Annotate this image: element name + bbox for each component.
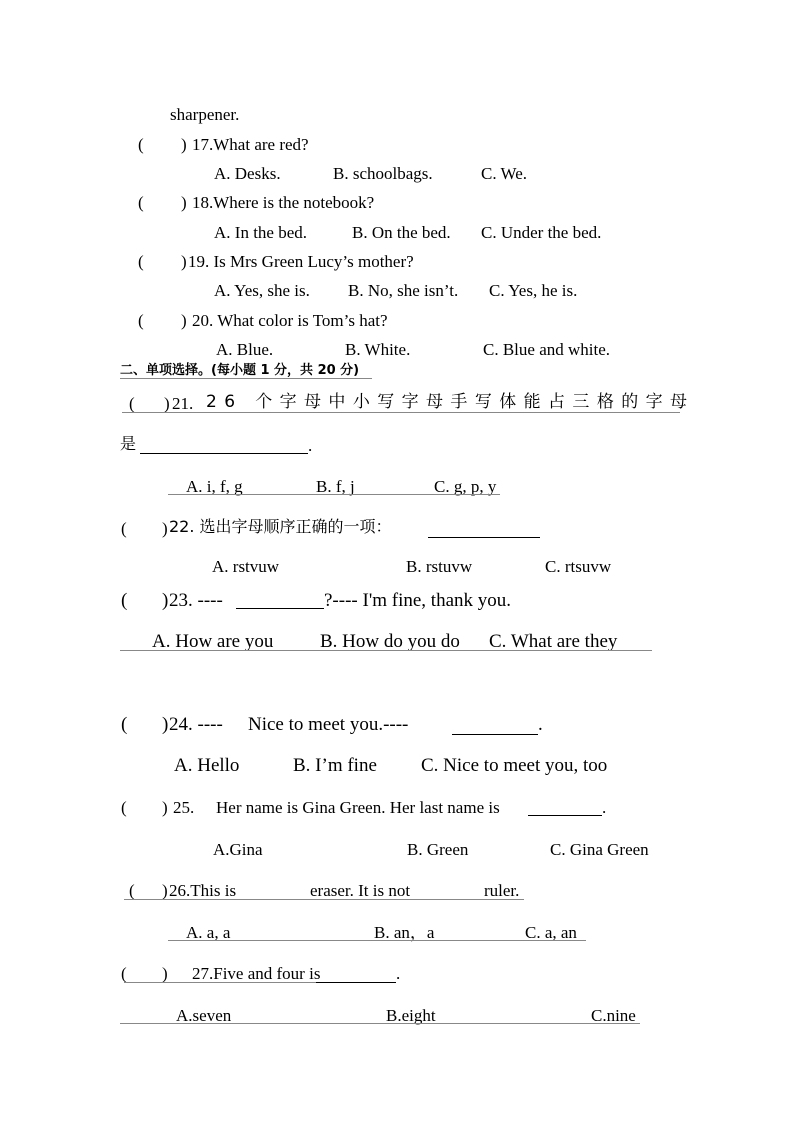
answer-paren-open: ( xyxy=(121,714,128,735)
answer-paren-close: ) xyxy=(181,311,187,330)
answer-paren-close: ) xyxy=(181,135,187,154)
option-b: B. an，a xyxy=(374,923,435,942)
question-stem: 22. 选出字母顺序正确的一项： xyxy=(169,517,392,536)
question-stem: 26 个字母中小写字母手写体能占三格的字母 xyxy=(206,392,695,412)
option-c: C. Under the bed. xyxy=(481,223,602,242)
answer-paren-open: ( xyxy=(138,135,144,154)
question-stem-response: ?---- I'm fine, thank you. xyxy=(324,590,512,611)
answer-paren-close: ) xyxy=(162,798,168,817)
question-stem-greeting: Nice to meet you.---- xyxy=(248,714,409,735)
line-rule xyxy=(120,650,652,651)
answer-paren-close: ) xyxy=(162,590,169,611)
option-c: C. Nice to meet you, too xyxy=(421,755,608,776)
option-b: B. No, she isn’t. xyxy=(348,281,459,300)
question-stem: 19. Is Mrs Green Lucy’s mother? xyxy=(188,252,414,271)
option-a: A.seven xyxy=(176,1006,232,1025)
question-end: . xyxy=(308,436,313,455)
answer-paren-close: ) xyxy=(162,964,168,983)
option-c: C. Gina Green xyxy=(550,840,649,859)
line-rule xyxy=(124,982,316,983)
question-end: . xyxy=(396,964,401,983)
question-stem: 17.What are red? xyxy=(192,135,309,154)
answer-paren-open: ( xyxy=(138,252,144,271)
answer-paren-open: ( xyxy=(138,311,144,330)
answer-paren-open: ( xyxy=(121,964,127,983)
line-rule xyxy=(168,494,500,495)
option-a: A. Blue. xyxy=(216,340,274,359)
option-c: C. rtsuvw xyxy=(545,557,612,576)
option-a: A.Gina xyxy=(213,840,263,859)
option-a: A. Yes, she is. xyxy=(214,281,310,300)
option-b: B. schoolbags. xyxy=(333,164,433,183)
option-c: C. g, p, y xyxy=(434,477,497,496)
answer-paren-open: ( xyxy=(121,590,128,611)
answer-paren-open: ( xyxy=(138,193,144,212)
question-end: . xyxy=(538,714,543,735)
question-number: 21. xyxy=(172,394,194,413)
answer-blank xyxy=(528,815,602,816)
question-stem: 27.Five and four is xyxy=(192,964,321,983)
answer-paren-open: ( xyxy=(121,798,127,817)
option-c: C.nine xyxy=(591,1006,636,1025)
answer-blank xyxy=(316,982,396,983)
option-b: B. rstuvw xyxy=(406,557,473,576)
line-rule xyxy=(120,1023,640,1024)
answer-blank xyxy=(140,453,308,454)
option-b: B. White. xyxy=(345,340,411,359)
line-rule xyxy=(168,940,586,941)
option-a: A. a, a xyxy=(186,923,231,942)
answer-paren-open: ( xyxy=(121,519,127,538)
option-a: A. In the bed. xyxy=(214,223,308,242)
answer-blank xyxy=(452,734,538,735)
question-number: 25. xyxy=(173,798,195,817)
question-stem-middle: eraser. It is not xyxy=(310,881,411,900)
option-a: A. Hello xyxy=(174,755,240,776)
question-stem-tail: 是 xyxy=(120,434,137,453)
option-a: A. How are you xyxy=(152,631,274,652)
option-b: B.eight xyxy=(386,1006,436,1025)
answer-paren-close: ) xyxy=(162,519,168,538)
question-stem: 24. ---- xyxy=(169,714,223,735)
question-stem: 26.This is xyxy=(169,881,237,900)
answer-paren-open: ( xyxy=(129,881,135,900)
line-rule xyxy=(122,412,680,413)
question-stem-end: ruler. xyxy=(484,881,520,900)
answer-paren-close: ) xyxy=(181,252,187,271)
option-a: A. i, f, g xyxy=(186,477,243,496)
option-a: A. Desks. xyxy=(214,164,281,183)
answer-paren-close: ) xyxy=(181,193,187,212)
answer-blank xyxy=(236,608,324,609)
answer-blank xyxy=(428,537,540,538)
question-end: . xyxy=(602,798,607,817)
option-b: B. I’m fine xyxy=(293,755,377,776)
option-c: C. a, an xyxy=(525,923,577,942)
option-c: C. Yes, he is. xyxy=(489,281,578,300)
question-stem: 18.Where is the notebook? xyxy=(192,193,375,212)
question-stem: 23. ---- xyxy=(169,590,223,611)
q16-tail: sharpener. xyxy=(170,105,240,124)
answer-paren-close: ) xyxy=(162,714,169,735)
section-heading: 二、单项选择。(每小题 1 分，共 20 分) xyxy=(120,363,360,378)
question-stem: Her name is Gina Green. Her last name is xyxy=(216,798,500,817)
option-c: C. What are they xyxy=(489,631,618,652)
option-b: B. How do you do xyxy=(320,631,460,652)
option-c: C. We. xyxy=(481,164,528,183)
answer-paren-close: ) xyxy=(164,394,170,413)
answer-paren-close: ) xyxy=(162,881,168,900)
option-c: C. Blue and white. xyxy=(483,340,611,359)
answer-paren-open: ( xyxy=(129,394,135,413)
question-stem: 20. What color is Tom’s hat? xyxy=(192,311,388,330)
section-heading-underline xyxy=(120,378,372,379)
option-b: B. f, j xyxy=(316,477,355,496)
option-b: B. On the bed. xyxy=(352,223,451,242)
line-rule xyxy=(124,899,524,900)
option-b: B. Green xyxy=(407,840,469,859)
option-a: A. rstvuw xyxy=(212,557,280,576)
